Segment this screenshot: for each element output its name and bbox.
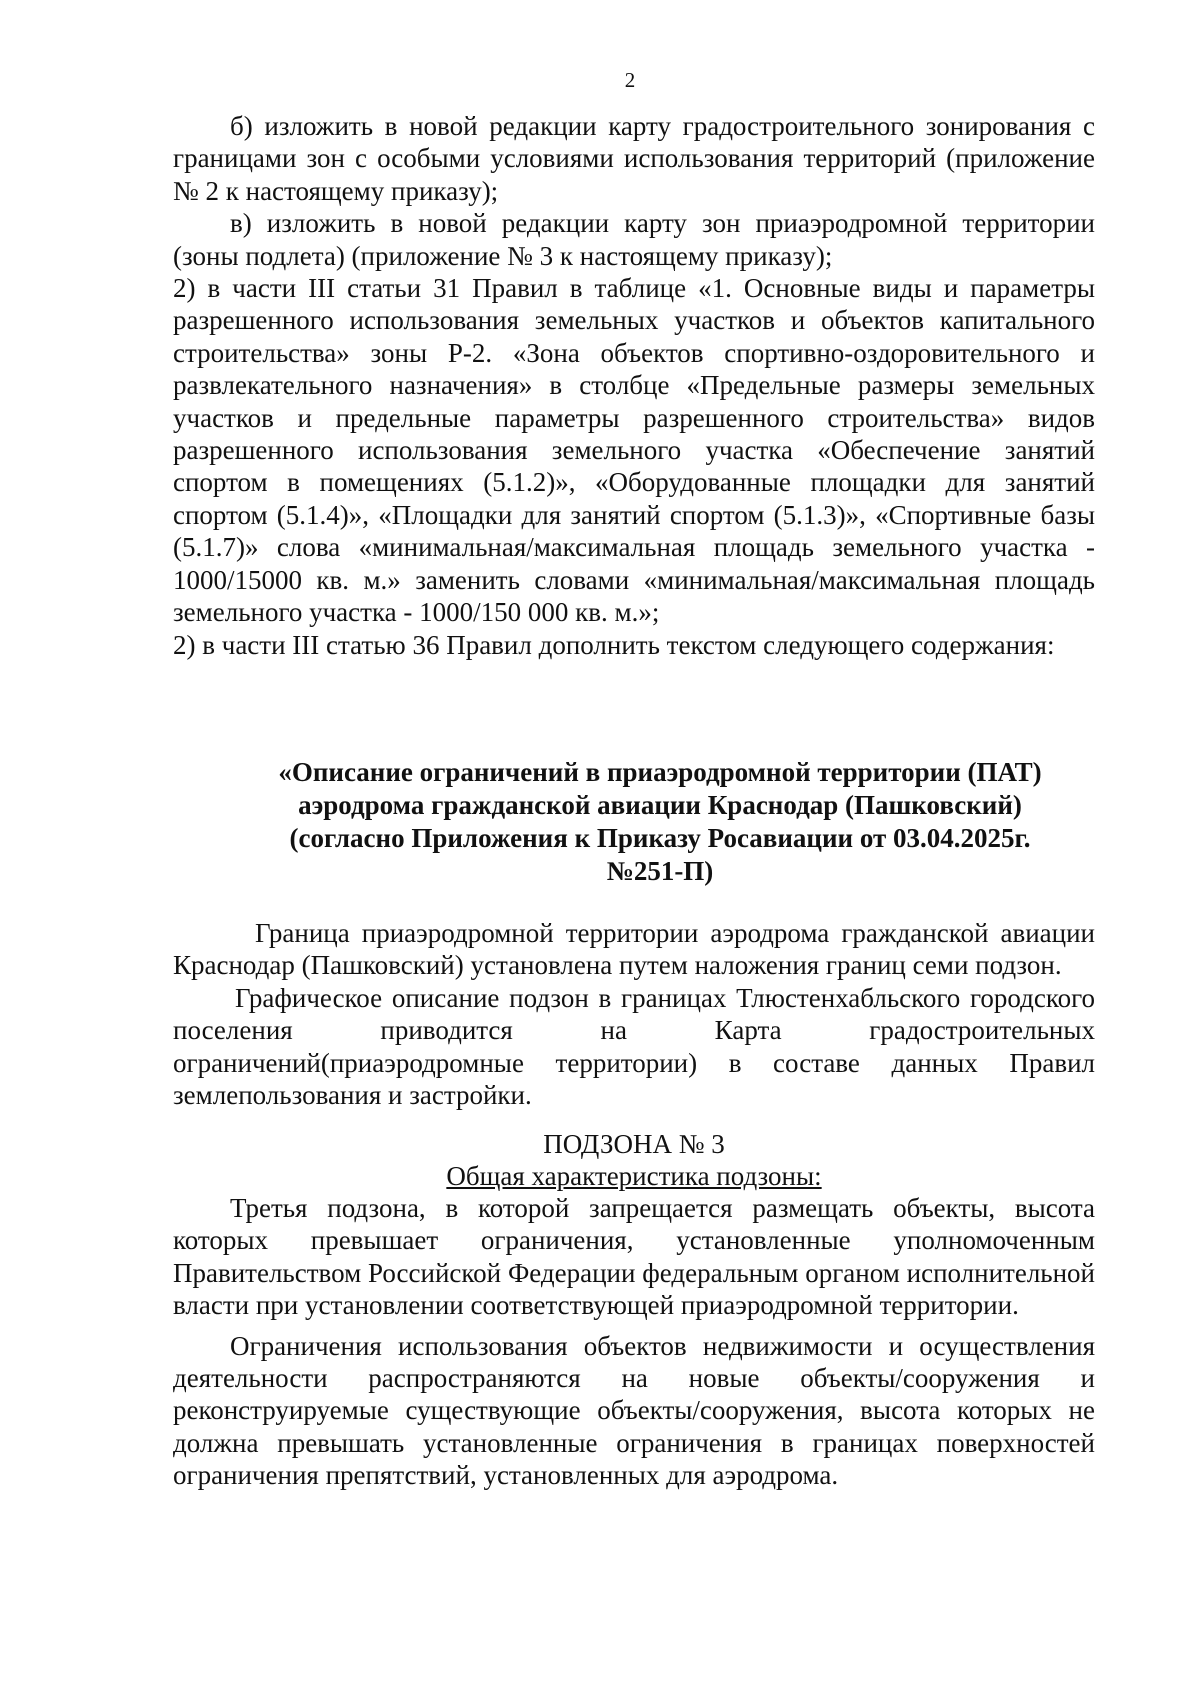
- paragraph-third-subzone: Третья подзона, в которой запрещается размещать объекты, высота которых превышает ограничения, установленные уполномоченным Правительством Российской Федерации федеральным органом исполнительной власти при установлении соответствующей приаэродромной территории.: [173, 1193, 1095, 1321]
- subzone-title: ПОДЗОНА № 3: [543, 1129, 725, 1159]
- body-top: [173, 110, 1095, 661]
- subzone-subtitle-wrap: [173, 1160, 1095, 1192]
- paragraph-article-36: 2) в части III статью 36 Правил дополнить текстом следующего содержания:: [173, 629, 1055, 660]
- section-heading: [250, 756, 1070, 888]
- paragraph-b: б) изложить в новой редакции карту градостроительного зонирования с границами зон с особыми условиями использования территорий (приложение № 2 к настоящему приказу);: [173, 111, 1095, 206]
- heading-line-1: «Описание ограничений в приаэродромной территории (ПАТ): [278, 757, 1042, 787]
- paragraph-boundary: Граница приаэродромной территории аэродрома гражданской авиации Краснодар (Пашковский) установлена путем наложения границ семи подзон.: [173, 918, 1095, 981]
- paragraph-restrictions: Ограничения использования объектов недвижимости и осуществления деятельности распространяются на новые объекты/сооружения и реконструируемые существующие объекты/сооружения, высота которых не должна превышать установленные ограничения в границах поверхностей ограничения препятствий, установленных для аэродрома.: [173, 1330, 1095, 1491]
- body-bottom: [173, 1192, 1095, 1492]
- subzone-subtitle: Общая характеристика подзоны:: [446, 1161, 822, 1191]
- paragraph-article-31: 2) в части III статьи 31 Правил в таблице «1. Основные виды и параметры разрешенного использования земельных участков и объектов капитального строительства» зоны Р-2. «Зона объектов спортивно-оздоровительного и развлекательного назначения» в столбце «Предельные размеры земельных участков и предельные параметры разрешенного строительства» видов разрешенного использования земельного участка «Обеспечение занятий спортом в помещениях (5.1.2)», «Оборудованные площадки для занятий спортом (5.1.4)», «Площадки для занятий спортом (5.1.3)», «Спортивные базы (5.1.7)» слова «минимальная/максимальная площадь земельного участка - 1000/15000 кв. м.» заменить словами «минимальная/максимальная площадь земельного участка - 1000/150 000 кв. м.»;: [173, 273, 1095, 628]
- heading-line-4: №251-П): [606, 856, 714, 886]
- paragraph-graphic-description: Графическое описание подзон в границах Тлюстенхабльского городского поселения приводится на Карта градостроительных ограничений(приаэродромные территории) в составе данных Правил землепользования и застройки.: [173, 982, 1095, 1111]
- page-number: 2: [624, 68, 636, 92]
- heading-line-3: (согласно Приложения к Приказу Росавиации от 03.04.2025г.: [289, 823, 1031, 853]
- heading-line-2: аэродрома гражданской авиации Краснодар (Пашковский): [298, 790, 1022, 820]
- paragraph-v: в) изложить в новой редакции карту зон приаэродромной территории (зоны подлета) (приложение № 3 к настоящему приказу);: [173, 208, 1095, 271]
- body-mid: [173, 917, 1095, 1111]
